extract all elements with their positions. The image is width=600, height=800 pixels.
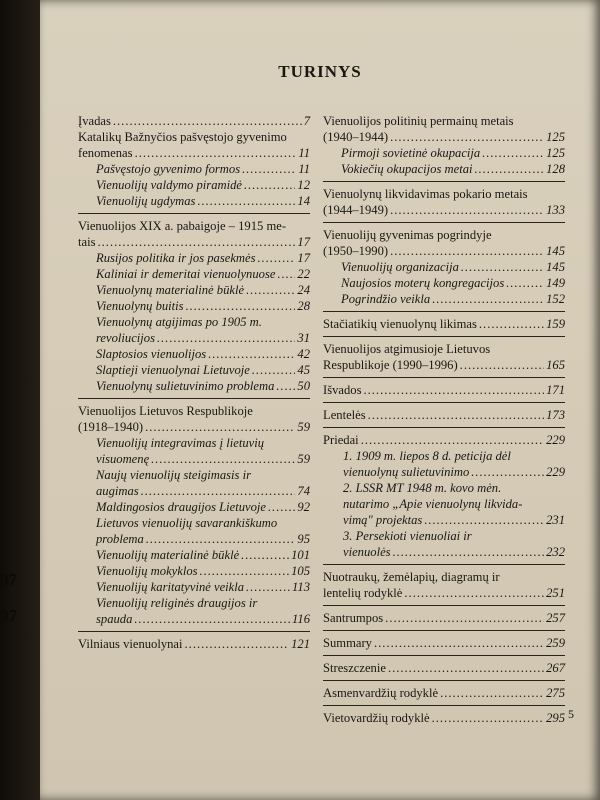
dot-leader <box>363 382 544 398</box>
toc-entry <box>323 145 565 161</box>
toc-entry-text: (1944–1949) <box>323 203 389 217</box>
toc-entry-text: Įvadas <box>78 114 111 128</box>
toc-entry <box>78 314 310 346</box>
dot-leader <box>113 113 302 129</box>
dot-leader <box>246 579 290 595</box>
toc-entry-text: Vienuolijų karitatyvinė veikla <box>96 580 245 594</box>
toc-entry-text: Vokiečių okupacijos metai <box>341 162 473 176</box>
dot-leader <box>432 291 544 307</box>
dot-leader <box>479 316 544 332</box>
toc-entry <box>78 362 310 378</box>
dot-leader <box>361 432 544 448</box>
dot-leader <box>460 357 544 373</box>
toc-entry-text: Vienuolijų organizacija <box>341 260 459 274</box>
dot-leader <box>390 202 544 218</box>
toc-entry <box>323 382 565 398</box>
toc-page-number: 229 <box>546 433 565 447</box>
toc-entry <box>78 595 310 627</box>
toc-entry-text: Vienuolijų mokyklos <box>96 564 198 578</box>
toc-entry <box>323 610 565 626</box>
toc-entry <box>78 161 310 177</box>
dot-leader <box>482 145 544 161</box>
toc-entry-text: Pašvęstojo gyvenimo formos <box>96 162 241 176</box>
section-separator <box>323 564 565 565</box>
dot-leader <box>186 298 296 314</box>
toc-entry-text: Nuotraukų, žemėlapių, diagramų ir <box>323 570 500 584</box>
toc-entry-text: (1950–1990) <box>323 244 389 258</box>
toc-entry <box>323 635 565 651</box>
toc-entry <box>323 480 565 528</box>
dot-leader <box>390 129 544 145</box>
dot-leader <box>185 636 290 652</box>
toc-entry-text: Vienuolynų buitis <box>96 299 184 313</box>
toc-page-number: 133 <box>546 203 565 217</box>
dot-leader <box>134 611 290 627</box>
toc-page-number: 149 <box>546 276 565 290</box>
dot-leader <box>246 282 295 298</box>
dot-leader <box>151 451 295 467</box>
toc-entry-text: Vienuolynų materialinė būklė <box>96 283 245 297</box>
toc-entry-text: Lietuvos vienuolijų savarankiškumo <box>96 516 278 530</box>
toc-page-number: 45 <box>297 363 310 377</box>
toc-page-number: 267 <box>546 661 565 675</box>
dot-leader <box>277 266 295 282</box>
dot-leader <box>388 660 544 676</box>
toc-page-number: 74 <box>297 484 310 498</box>
section-separator <box>78 631 310 632</box>
book-page <box>40 0 600 800</box>
toc-entry <box>78 378 310 394</box>
toc-entry <box>323 186 565 218</box>
dot-leader <box>440 685 544 701</box>
toc-entry <box>323 685 565 701</box>
toc-entry <box>78 467 310 499</box>
toc-entry <box>78 636 310 652</box>
toc-entry-text: Asmenvardžių rodyklė <box>323 686 439 700</box>
dot-leader <box>471 464 544 480</box>
toc-page-number: 145 <box>546 260 565 274</box>
toc-entry <box>323 113 565 145</box>
toc-entry <box>323 528 565 560</box>
section-separator <box>323 336 565 337</box>
toc-entry-text: Vienuolijų materialinė būklė <box>96 548 240 562</box>
toc-page-number: 159 <box>546 317 565 331</box>
toc-entry-text: 3. Persekioti vienuoliai ir <box>343 529 472 543</box>
toc-page-number: 257 <box>546 611 565 625</box>
dot-leader <box>252 362 296 378</box>
toc-page-number: 24 <box>297 283 310 297</box>
toc-entry-text: Respublikoje (1990–1996) <box>323 358 458 372</box>
toc-entry-text: Vienuolijos politinių permainų metais <box>323 114 514 128</box>
toc-page-number: 42 <box>297 347 310 361</box>
toc-entry-text: Katalikų Bažnyčios pašvęstojo gyvenimo <box>78 130 287 144</box>
toc-entry-text: vienuolynų sulietuvinimo <box>343 465 470 479</box>
toc-entry <box>78 563 310 579</box>
toc-entry-text: Stačiatikių vienuolynų likimas <box>323 317 477 331</box>
toc-entry-text: problema <box>96 532 144 546</box>
toc-entry-text: visuomenę <box>96 452 150 466</box>
dot-leader <box>374 635 544 651</box>
toc-page-number: 116 <box>292 612 310 626</box>
toc-page-number: 259 <box>546 636 565 650</box>
prev-page-text-1: 97 <box>0 570 17 589</box>
toc-entry-text: Vienuolijos Lietuvos Respublikoje <box>78 404 253 418</box>
dot-leader <box>461 259 544 275</box>
toc-entry <box>323 710 565 726</box>
dot-leader <box>432 710 545 726</box>
toc-page-number: 31 <box>297 331 310 345</box>
toc-entry <box>323 259 565 275</box>
toc-entry-text: Lentelės <box>323 408 366 422</box>
dot-leader <box>141 483 296 499</box>
toc-entry <box>78 129 310 161</box>
toc-entry-text: Pirmoji sovietinė okupacija <box>341 146 481 160</box>
dot-leader <box>146 531 296 547</box>
toc-page-number: 113 <box>292 580 310 594</box>
toc-entry-text: Santrumpos <box>323 611 384 625</box>
toc-page-number: 231 <box>546 513 565 527</box>
section-separator <box>323 311 565 312</box>
toc-page-number: 11 <box>298 146 310 160</box>
section-separator <box>323 680 565 681</box>
toc-page-number: 59 <box>297 452 310 466</box>
toc-entry <box>323 448 565 480</box>
dot-leader <box>135 145 297 161</box>
dot-leader <box>200 563 290 579</box>
toc-entry <box>78 298 310 314</box>
toc-entry <box>78 266 310 282</box>
toc-right-column <box>323 113 565 726</box>
toc-entry-text: Streszczenie <box>323 661 386 675</box>
toc-page-number: 7 <box>303 114 310 128</box>
toc-page-number: 95 <box>297 532 310 546</box>
toc-page-number: 105 <box>291 564 310 578</box>
toc-page-number: 173 <box>546 408 565 422</box>
toc-entry-text: revoliucijos <box>96 331 155 345</box>
toc-page-number: 232 <box>546 545 565 559</box>
dot-leader <box>208 346 295 362</box>
toc-entry-text: Vienuolijų integravimas į lietuvių <box>96 436 265 450</box>
toc-entry-text: Slaptosios vienuolijos <box>96 347 207 361</box>
toc-entry-text: Rusijos politika ir jos pasekmės <box>96 251 256 265</box>
toc-entry <box>78 579 310 595</box>
toc-entry <box>78 403 310 435</box>
toc-page-number: 101 <box>291 548 310 562</box>
section-separator <box>323 402 565 403</box>
toc-entry <box>323 432 565 448</box>
section-separator <box>78 398 310 399</box>
toc-entry-text: Summary <box>323 636 372 650</box>
toc-entry <box>323 291 565 307</box>
dot-leader <box>424 512 544 528</box>
toc-entry-text: Pogrindžio veikla <box>341 292 431 306</box>
toc-entry-text: Vienuolynų likvidavimas pokario metais <box>323 187 528 201</box>
toc-entry <box>78 250 310 266</box>
section-separator <box>323 630 565 631</box>
toc-entry <box>323 227 565 259</box>
section-separator <box>323 427 565 428</box>
section-separator <box>78 213 310 214</box>
toc-left-column <box>78 113 310 652</box>
dot-leader <box>268 499 295 515</box>
toc-entry-text: nutarimo „Apie vienuolynų likvida- <box>343 497 523 511</box>
toc-entry-text: tais <box>78 235 96 249</box>
toc-entry-text: lentelių rodyklė <box>323 586 403 600</box>
toc-entry <box>323 569 565 601</box>
toc-entry-text: Vienuolijų ugdymas <box>96 194 196 208</box>
toc-entry <box>323 341 565 373</box>
toc-page-number: 251 <box>546 586 565 600</box>
toc-entry <box>323 316 565 332</box>
dot-leader <box>404 585 544 601</box>
toc-page-number: 14 <box>297 194 310 208</box>
dot-leader <box>197 193 295 209</box>
toc-entry <box>78 515 310 547</box>
toc-page-number: 11 <box>298 162 310 176</box>
dot-leader <box>157 330 295 346</box>
dot-leader <box>276 378 295 394</box>
toc-entry-text: (1918–1940) <box>78 420 144 434</box>
section-separator <box>323 377 565 378</box>
toc-entry-text: Vietovardžių rodyklė <box>323 711 430 725</box>
toc-entry-text: Slaptieji vienuolynai Lietuvoje <box>96 363 250 377</box>
toc-page-number: 121 <box>291 637 310 651</box>
toc-entry-text: 2. LSSR MT 1948 m. kovo mėn. <box>343 481 502 495</box>
toc-entry-text: vienuolės <box>343 545 391 559</box>
section-separator <box>323 181 565 182</box>
section-separator <box>323 222 565 223</box>
toc-entry <box>78 218 310 250</box>
toc-entry <box>323 275 565 291</box>
toc-entry-text: Vilniaus vienuolynai <box>78 637 183 651</box>
toc-entry-text: augimas <box>96 484 139 498</box>
toc-page-number: 92 <box>297 500 310 514</box>
toc-entry <box>323 161 565 177</box>
toc-entry <box>78 282 310 298</box>
toc-entry-text: Kaliniai ir demeritai vienuolynuose <box>96 267 276 281</box>
toc-page-number: 275 <box>546 686 565 700</box>
toc-page-number: 165 <box>546 358 565 372</box>
toc-page-number: 17 <box>297 251 310 265</box>
toc-entry-text: Vienuolijų religinės draugijos ir <box>96 596 258 610</box>
dot-leader <box>244 177 295 193</box>
toc-entry-text: spauda <box>96 612 133 626</box>
toc-page-number: 128 <box>546 162 565 176</box>
toc-entry-text: Naujosios moterų kongregacijos <box>341 276 505 290</box>
toc-entry <box>78 113 310 129</box>
toc-page-number: 12 <box>297 178 310 192</box>
toc-page-number: 22 <box>297 267 310 281</box>
toc-entry-text: Vienuolijos XIX a. pabaigoje – 1915 me- <box>78 219 287 233</box>
dot-leader <box>385 610 544 626</box>
toc-entry <box>78 435 310 467</box>
toc-page-number: 17 <box>297 235 310 249</box>
toc-page-number: 171 <box>546 383 565 397</box>
toc-entry-text: Priedai <box>323 433 359 447</box>
toc-entry-text: fenomenas <box>78 146 133 160</box>
toc-entry <box>78 193 310 209</box>
toc-page-number: 152 <box>546 292 565 306</box>
toc-entry <box>78 346 310 362</box>
toc-page-number: 229 <box>546 465 565 479</box>
toc-page-number: 295 <box>546 711 565 725</box>
page-number: 5 <box>568 707 574 721</box>
toc-entry-text: Išvados <box>323 383 362 397</box>
toc-entry-text: Vienuolijų gyvenimas pogrindyje <box>323 228 492 242</box>
toc-entry-text: vimą" projektas <box>343 513 423 527</box>
section-separator <box>323 605 565 606</box>
toc-page-number: 125 <box>546 146 565 160</box>
dot-leader <box>98 234 296 250</box>
prev-page-text-2: 97 <box>0 606 17 625</box>
dot-leader <box>506 275 544 291</box>
section-separator <box>323 655 565 656</box>
dot-leader <box>390 243 544 259</box>
toc-entry <box>78 499 310 515</box>
toc-entry-text: Maldingosios draugijos Lietuvoje <box>96 500 267 514</box>
page-title: TURINYS <box>278 62 362 81</box>
toc-entry <box>323 660 565 676</box>
toc-entry-text: Vienuolijos atgimusioje Lietuvos <box>323 342 491 356</box>
dot-leader <box>145 419 295 435</box>
toc-entry-text: Naujų vienuolijų steigimasis ir <box>96 468 251 482</box>
section-separator <box>323 705 565 706</box>
dot-leader <box>258 250 296 266</box>
toc-page-number: 145 <box>546 244 565 258</box>
toc-entry <box>78 177 310 193</box>
toc-entry-text: Vienuolynų atgijimas po 1905 m. <box>96 315 262 329</box>
toc-page-number: 59 <box>297 420 310 434</box>
dot-leader <box>242 161 296 177</box>
toc-entry-text: (1940–1944) <box>323 130 389 144</box>
toc-entry <box>78 547 310 563</box>
toc-page-number: 28 <box>297 299 310 313</box>
toc-entry-text: Vienuolynų sulietuvinimo problema <box>96 379 275 393</box>
toc-page-number: 50 <box>297 379 310 393</box>
toc-entry-text: Vienuolijų valdymo piramidė <box>96 178 242 192</box>
toc-entry <box>323 407 565 423</box>
toc-entry-text: 1. 1909 m. liepos 8 d. peticija dėl <box>343 449 511 463</box>
dot-leader <box>475 161 545 177</box>
dot-leader <box>393 544 545 560</box>
dot-leader <box>368 407 544 423</box>
dot-leader <box>241 547 289 563</box>
toc-page-number: 125 <box>546 130 565 144</box>
